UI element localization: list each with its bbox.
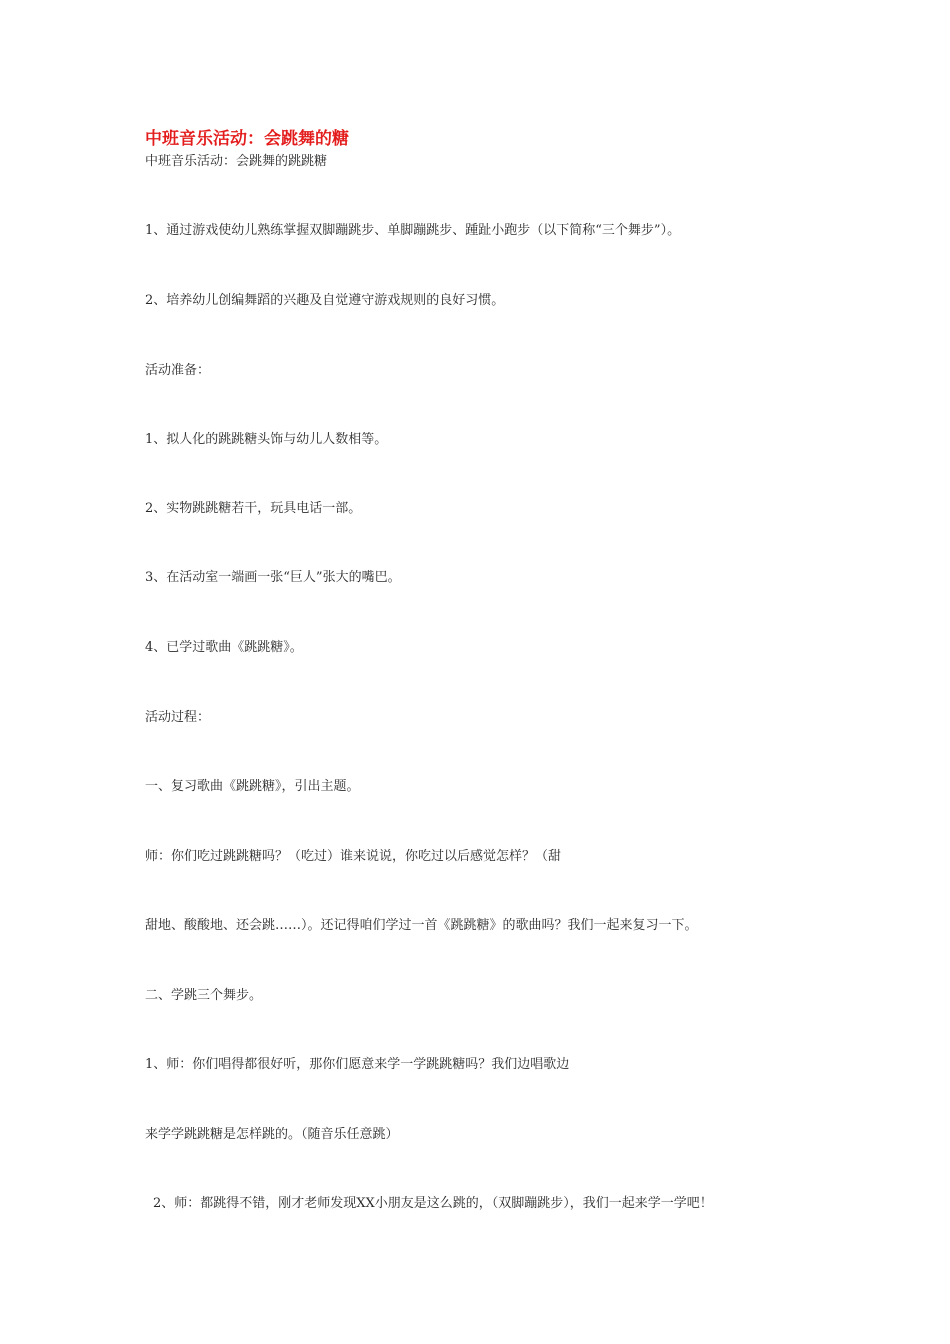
paragraph-process-step-2: 二、学跳三个舞步。	[145, 988, 263, 1003]
paragraph-process-step-1: 一、复习歌曲《跳跳糖》，引出主题。	[145, 779, 360, 794]
paragraph-preparation-1: 1、拟人化的跳跳糖头饰与幼儿人数相等。	[145, 432, 388, 447]
paragraph-preparation-3: 3、在活动室一端画一张“巨人”张大的嘴巴。	[145, 570, 401, 585]
paragraph-step2-item-2: 2、师：都跳得不错，刚才老师发现XX小朋友是这么跳的，（双脚蹦跳步），我们一起来学一学吧！	[153, 1196, 713, 1211]
document-subtitle: 中班音乐活动：会跳舞的跳跳糖	[145, 154, 328, 169]
paragraph-preparation-4: 4、已学过歌曲《跳跳糖》。	[145, 640, 303, 655]
paragraph-objective-1: 1、通过游戏使幼儿熟练掌握双脚蹦跳步、单脚蹦跳步、踵趾小跑步（以下简称“三个舞步”）。	[145, 223, 681, 238]
document-title: 中班音乐活动：会跳舞的糖	[145, 129, 349, 149]
paragraph-teacher-question: 师：你们吃过跳跳糖吗？（吃过）谁来说说，你吃过以后感觉怎样？（甜	[145, 849, 562, 864]
paragraph-step2-item-1: 1、师：你们唱得都很好听，那你们愿意来学一学跳跳糖吗？我们边唱歌边	[145, 1057, 570, 1072]
paragraph-objective-2: 2、培养幼儿创编舞蹈的兴趣及自觉遵守游戏规则的良好习惯。	[145, 293, 505, 308]
paragraph-teacher-question-cont: 甜地、酸酸地、还会跳……）。还记得咱们学过一首《跳跳糖》的歌曲吗？我们一起来复习一下。	[145, 918, 698, 933]
paragraph-preparation-2: 2、实物跳跳糖若干，玩具电话一部。	[145, 501, 362, 516]
section-heading-preparation: 活动准备：	[145, 363, 211, 378]
paragraph-step2-item-1-cont: 来学学跳跳糖是怎样跳的。（随音乐任意跳）	[145, 1127, 399, 1142]
section-heading-process: 活动过程：	[145, 710, 211, 725]
